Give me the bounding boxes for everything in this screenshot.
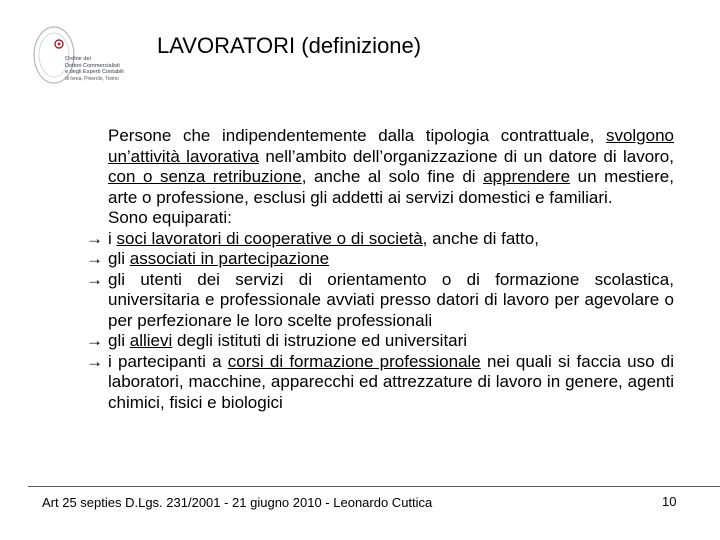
- underlined-text: associati in partecipazione: [129, 249, 330, 268]
- logo: [30, 20, 148, 112]
- logo-line: Ordine dei: [65, 56, 91, 62]
- logo-line: di Ivrea, Pinerolo, Torino: [65, 75, 119, 82]
- text-run: , anche al solo fine di: [301, 167, 484, 186]
- text-run: gli: [108, 331, 130, 350]
- underlined-text: apprendere: [483, 167, 571, 186]
- text-run: degli istituti di istruzione ed universitari: [172, 331, 468, 350]
- text-run: i partecipanti a: [108, 351, 228, 371]
- list-item: [86, 352, 674, 414]
- list-item: [86, 270, 674, 332]
- arrow-icon: →: [86, 228, 103, 248]
- footer-text: Art 25 septies D.Lgs. 231/2001 - 21 giugno 2010 - Leonardo Cuttica: [42, 495, 433, 510]
- underlined-text: soci lavoratori di cooperative o di società: [116, 228, 423, 248]
- logo-line: e degli Esperti Contabili: [65, 69, 124, 76]
- arrow-icon: →: [86, 269, 103, 289]
- arrow-icon: →: [86, 351, 103, 371]
- underlined-text: con o senza retribuzione: [108, 167, 302, 186]
- underlined-text: svolgono un’attività lavorativa: [108, 126, 674, 166]
- text-run: , anche di fatto,: [422, 228, 539, 248]
- slide-title: LAVORATORI (definizione): [157, 33, 422, 58]
- underlined-text: corsi di formazione professionale: [227, 351, 481, 371]
- slide-body: [86, 126, 674, 413]
- footer-divider: [28, 486, 720, 487]
- text-run: gli: [108, 249, 130, 268]
- definition-paragraph: [86, 126, 674, 208]
- text-run: i: [108, 228, 117, 248]
- text-run: nei quali si faccia uso di laboratori, macchine, apparecchi ed attrezzature di lavoro in genere, agenti chimici, fisici e biologici: [108, 351, 675, 412]
- arrow-icon: →: [86, 249, 103, 268]
- page-number: 10: [662, 494, 677, 509]
- logo-line: Dottori Commercialisti: [65, 62, 120, 69]
- text-run: nell’ambito dell’organizzazione di un datore di lavoro,: [258, 146, 674, 166]
- list-item: [86, 249, 674, 270]
- list-item: [86, 331, 674, 352]
- list-item: [86, 229, 674, 250]
- text-run: gli utenti dei servizi di orientamento o di formazione scolastica, universitaria e professionale avviati presso datori di lavoro per agevolare o per perfezionare le loro scelte professionali: [108, 269, 674, 330]
- equiparati-paragraph: Sono equiparati:: [108, 208, 232, 227]
- text-run: un mestiere, arte o professione, esclusi gli addetti ai servizi domestici e familiari.: [108, 167, 674, 207]
- underlined-text: allievi: [129, 331, 173, 350]
- text-run: Persone che indipendentemente dalla tipologia contrattuale,: [108, 126, 606, 145]
- arrow-icon: →: [86, 331, 103, 350]
- logo-text: [65, 56, 155, 82]
